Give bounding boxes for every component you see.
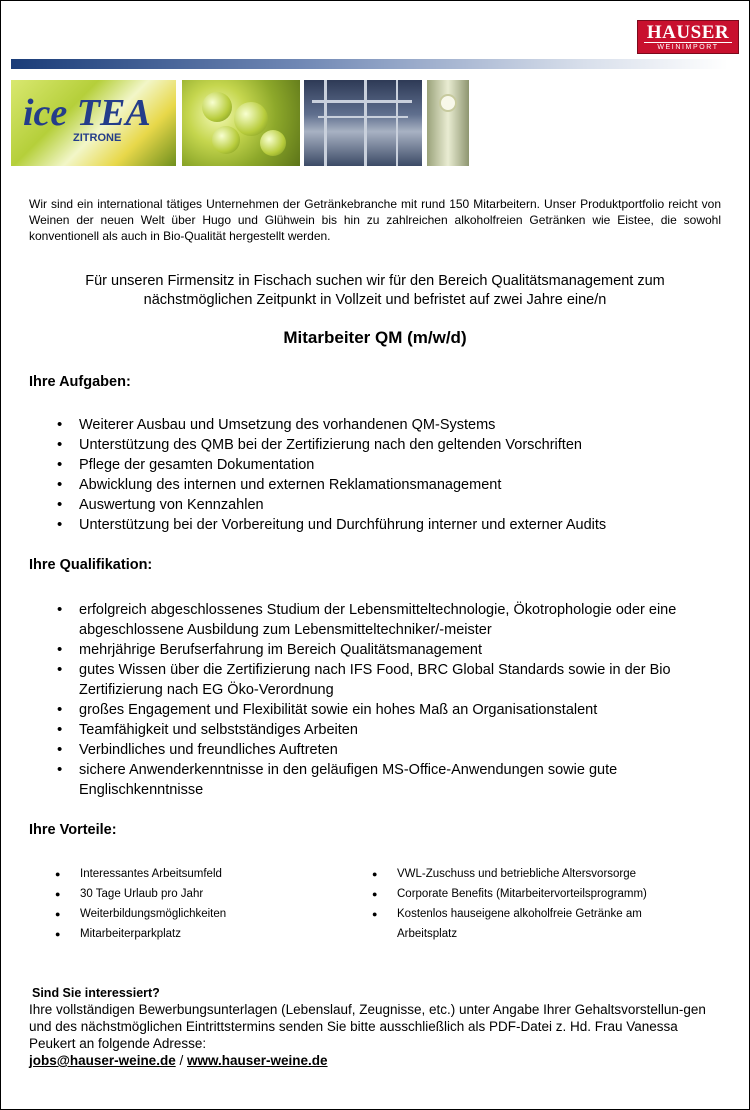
- header-gradient-bar: [11, 59, 728, 69]
- hauser-logo: [638, 21, 738, 53]
- logo-tagline: WEINIMPORT: [644, 42, 732, 52]
- list-item: ● 30 Tage Urlaub pro Jahr: [55, 884, 345, 904]
- company-intro: Wir sind ein international tätiges Unternehmen der Getränkebranche mit rund 150 Mitarbeitern. Unser Produktportfolio reicht von Weinen der neuen Welt über Hugo und Glühwein bis hin zu zahlreichen alkoholfreien Getränken wie Eistee, die sowohl konventionell als auch in Bio-Qualität hergestellt werden.: [29, 197, 721, 243]
- list-item: • Abwicklung des internen und externen Reklamationsmanagement: [57, 475, 727, 495]
- contact-links: [29, 1052, 328, 1069]
- list-item: • erfolgreich abgeschlossenes Studium der Lebensmitteltechnologie, Ökotrophologie oder eine abgeschlossene Ausbildung zum Lebensmitteltechniker/-meister: [57, 600, 727, 640]
- list-item: • Unterstützung bei der Vorbereitung und Durchführung interner und externer Audits: [57, 515, 727, 535]
- list-item: ● Corporate Benefits (Mitarbeitervorteilsprogramm): [372, 884, 702, 904]
- factory-image: [304, 80, 422, 166]
- list-item: • mehrjährige Berufserfahrung im Bereich Qualitätsmanagement: [57, 640, 727, 660]
- list-item: ● Weiterbildungsmöglichkeiten: [55, 904, 345, 924]
- contact-text: Ihre vollständigen Bewerbungsunterlagen (Lebenslauf, Zeugnisse, etc.) unter Angabe Ihrer Gehaltsvorstellun-gen und des nächstmöglichen Eintrittstermins senden Sie bitte ausschließlich als PDF-Datei z. Hd. Frau Vanessa Peukert an folgende Adresse:: [29, 1002, 706, 1051]
- job-lead: Für unseren Firmensitz in Fischach suchen wir für den Bereich Qualitätsmanagement zum nächstmöglichen Zeitpunkt in Vollzeit und befristet auf zwei Jahre eine/n: [85, 273, 665, 308]
- list-item: • Weiterer Ausbau und Umsetzung des vorhandenen QM-Systems: [57, 415, 727, 435]
- list-item: • Pflege der gesamten Dokumentation: [57, 455, 727, 475]
- list-item: • Verbindliches und freundliches Auftreten: [57, 740, 727, 760]
- website-link[interactable]: www.hauser-weine.de: [187, 1053, 328, 1068]
- benefits-heading: Ihre Vorteile:: [29, 822, 117, 838]
- benefits-list-right: [372, 864, 702, 944]
- email-link[interactable]: jobs@hauser-weine.de: [29, 1053, 176, 1068]
- logo-name: HAUSER: [646, 22, 730, 43]
- tasks-heading: Ihre Aufgaben:: [29, 374, 131, 390]
- list-item: • gutes Wissen über die Zertifizierung nach IFS Food, BRC Global Standards sowie in der Bio Zertifizierung nach EG Öko-Verordnung: [57, 660, 727, 700]
- ice-tea-label: ice TEA: [23, 92, 151, 134]
- job-title: Mitarbeiter QM (m/w/d): [283, 328, 467, 347]
- ice-tea-sublabel: ZITRONE: [73, 132, 122, 144]
- qualifications-list: [57, 600, 727, 800]
- list-item: • Teamfähigkeit und selbstständiges Arbeiten: [57, 720, 727, 740]
- bottle-cap-shape: [439, 94, 457, 112]
- grapes-image: [182, 80, 300, 166]
- ice-tea-image: [11, 80, 176, 166]
- link-separator: /: [179, 1053, 184, 1068]
- qualifications-heading: Ihre Qualifikation:: [29, 557, 153, 573]
- list-item: ● Interessantes Arbeitsumfeld: [55, 864, 345, 884]
- list-item: • Auswertung von Kennzahlen: [57, 495, 727, 515]
- list-item: ● Mitarbeiterparkplatz: [55, 924, 345, 944]
- tasks-list: [57, 415, 727, 535]
- list-item: • sichere Anwenderkenntnisse in den geläufigen MS-Office-Anwendungen sowie gute Englischkenntnisse: [57, 760, 727, 800]
- list-item: ● Kostenlos hauseigene alkoholfreie Getränke am Arbeitsplatz: [372, 904, 702, 944]
- list-item: • Unterstützung des QMB bei der Zertifizierung nach den geltenden Vorschriften: [57, 435, 727, 455]
- list-item: • großes Engagement und Flexibilität sowie ein hohes Maß an Organisationstalent: [57, 700, 727, 720]
- list-item: ● VWL-Zuschuss und betriebliche Altersvorsorge: [372, 864, 702, 884]
- contact-heading: Sind Sie interessiert?: [32, 986, 160, 1000]
- bottle-image: [427, 80, 469, 166]
- benefits-list-left: [55, 864, 345, 944]
